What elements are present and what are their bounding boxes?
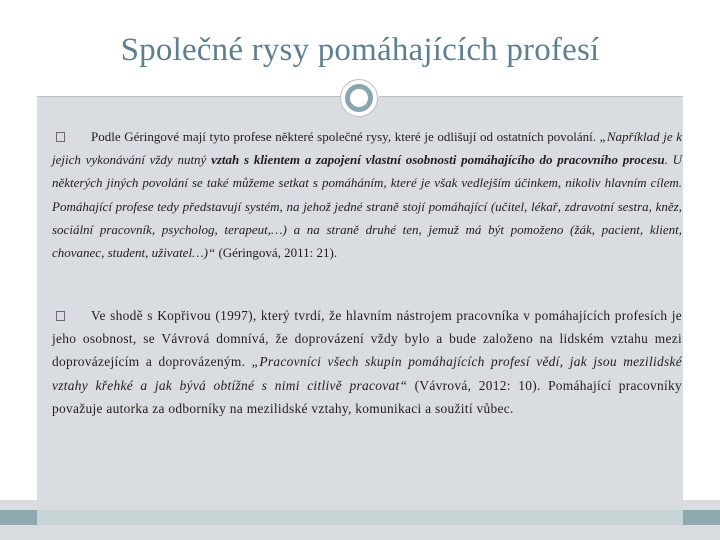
paragraph-1-quote-start: „Například je k jejich vykonávání vždy nutný <box>52 129 682 168</box>
paragraph-1-quote-end: . U některých jiných povolání se také můžeme setkat s pomáháním, které je však vedlejším účinkem, nikoliv hlavním cílem. Pomáhající profese tedy představují systém, na jehož jedné straně stojí pomáhající (učitel, lékař, zdravotní sestra, kněz, sociální pracovník, psycholog, terapeut,…) a na straně druhé ten, jemuž má být pomoženo (žák, pacient, klient, chovanec, student, uživatel…)“ <box>52 152 682 261</box>
bullet-square-icon <box>56 311 65 321</box>
paragraph-1-citation: (Géringová, 2011: 21). <box>215 245 338 261</box>
circle-ring-icon <box>345 84 373 112</box>
paragraph-2 <box>52 304 682 420</box>
footer-bar-middle <box>37 510 683 525</box>
divider-left <box>37 96 341 97</box>
paragraph-2-text-end: (Vávrová, 2012: 10). Pomáhající pracovníky považuje autorka za odborníky na mezilidské vztahy, komunikaci a soužití vůbec. <box>52 377 683 416</box>
footer-bar-left <box>0 510 37 525</box>
footer-bar-right <box>683 510 720 525</box>
paragraph-1-quote-bold: vztah s klientem a zapojení vlastní osobnosti pomáhajícího do pracovního procesu <box>211 152 665 168</box>
paragraph-2-quote: „Pracovníci všech skupin pomáhajících profesí vědí, jak jsou mezilidské vztahy křehké a jak bývá obtížné s nimi citlivě pracovat“ <box>52 354 682 393</box>
paragraph-1-intro: Podle Géringové mají tyto profese některé společné rysy, které je odlišují od ostatních povolání. <box>91 129 600 144</box>
bullet-square-icon <box>56 132 65 142</box>
divider-right <box>379 96 683 97</box>
slide-title: Společné rysy pomáhajících profesí <box>120 32 600 68</box>
paragraph-1 <box>52 125 682 264</box>
paragraph-2-text-start: Ve shodě s Kopřivou (1997), který tvrdí, že hlavním nástrojem pracovníka v pomáhajících profesích je jeho osobnost, se Vávrová domnívá, že doprovázení vždy bylo a bude založeno na lidském vztahu mezi doprovázejícím a doprovázeným. <box>52 308 682 370</box>
